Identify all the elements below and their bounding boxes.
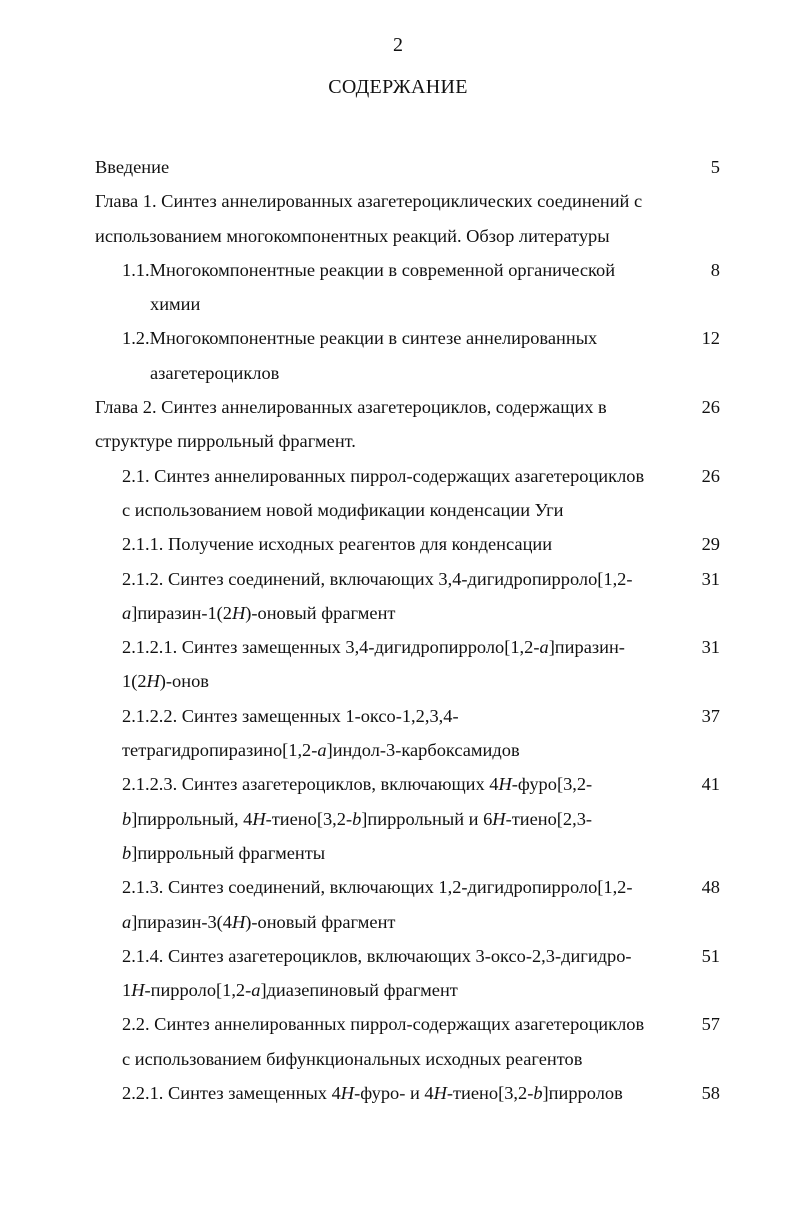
- toc-entry-line: 1.2.Многокомпонентные реакции в синтезе аннелированных: [122, 328, 598, 349]
- toc-entry-line: использованием многокомпонентных реакций. Обзор литературы: [95, 225, 610, 246]
- toc-page-number: 48: [701, 877, 720, 898]
- toc-page-number: 51: [701, 945, 720, 966]
- toc-entry-line: 2.1.2.3. Синтез азагетероциклов, включающих 4H-фуро[3,2-: [122, 774, 593, 795]
- toc-entry-line: 1H-пирроло[1,2-a]диазепиновый фрагмент: [122, 980, 458, 1001]
- toc-entry: [0, 1076, 796, 1110]
- toc-page-number: 5: [710, 157, 720, 177]
- toc-page-number: 41: [701, 774, 720, 795]
- toc-page-number: 31: [701, 637, 720, 658]
- toc-entry-line: 2.1. Синтез аннелированных пиррол-содержащих азагетероциклов: [122, 465, 645, 486]
- toc-entry-line: 2.2. Синтез аннелированных пиррол-содержащих азагетероциклов: [122, 1014, 645, 1035]
- toc-entry: [0, 1007, 796, 1076]
- toc-entry-line: Глава 1. Синтез аннелированных азагетероциклических соединений с: [95, 191, 643, 212]
- toc-entry-line: b]пиррольный, 4H-тиено[3,2-b]пиррольный и 6H-тиено[2,3-: [122, 808, 593, 829]
- toc-entry-line: 2.1.2.2. Синтез замещенных 1-оксо-1,2,3,4-: [122, 705, 459, 726]
- page-title: СОДЕРЖАНИЕ: [328, 76, 468, 98]
- toc-entry-line: с использованием новой модификации конденсации Уги: [122, 499, 564, 520]
- toc-entry-line: тетрагидропиразино[1,2-a]индол-3-карбоксамидов: [122, 740, 520, 761]
- toc-entry: [0, 939, 796, 1008]
- toc-page-number: 29: [701, 534, 720, 555]
- toc-page-number: 12: [701, 328, 720, 349]
- toc-entry-line: Введение: [95, 157, 170, 177]
- toc-entry: [0, 527, 796, 561]
- toc-entry-line: 2.1.4. Синтез азагетероциклов, включающих 3-оксо-2,3-дигидро-: [122, 945, 632, 966]
- toc-entry: [0, 321, 796, 390]
- toc-page-number: 58: [701, 1083, 720, 1104]
- toc-entry-line: химии: [150, 294, 201, 315]
- page-number: 2: [393, 34, 403, 56]
- toc-entry-line: b]пиррольный фрагменты: [122, 842, 326, 863]
- toc-entry: [0, 459, 796, 528]
- toc-entry-line: 2.1.2. Синтез соединений, включающих 3,4-дигидропирроло[1,2-: [122, 568, 633, 589]
- toc-entry-line: структуре пиррольный фрагмент.: [95, 431, 356, 452]
- toc-entry-line: 2.1.2.1. Синтез замещенных 3,4-дигидропирроло[1,2-a]пиразин-: [122, 637, 625, 658]
- toc-entry-line: 2.1.3. Синтез соединений, включающих 1,2-дигидропирроло[1,2-: [122, 877, 633, 898]
- toc-page-number: 57: [701, 1014, 720, 1035]
- toc-entry: [0, 630, 796, 699]
- toc-page-number: 31: [701, 568, 720, 589]
- toc-entry: [0, 150, 796, 184]
- toc-entry-line: 2.1.1. Получение исходных реагентов для конденсации: [122, 534, 553, 555]
- table-of-contents: [0, 150, 796, 1110]
- toc-entry: [0, 767, 796, 870]
- toc-page-number: 26: [701, 397, 720, 418]
- toc-entry: [0, 390, 796, 459]
- toc-entry: [0, 184, 796, 253]
- toc-entry: [0, 870, 796, 939]
- toc-entry-line: a]пиразин-1(2H)-оновый фрагмент: [122, 602, 396, 623]
- toc-entry-line: 2.2.1. Синтез замещенных 4H-фуро- и 4H-тиено[3,2-b]пирролов: [122, 1083, 623, 1104]
- toc-entry-line: 1(2H)-онов: [122, 671, 209, 692]
- toc-entry: [0, 562, 796, 631]
- toc-entry-line: a]пиразин-3(4H)-оновый фрагмент: [122, 911, 396, 932]
- toc-entry-line: с использованием бифункциональных исходных реагентов: [122, 1048, 583, 1069]
- toc-entry: [0, 253, 796, 322]
- toc-entry-line: Глава 2. Синтез аннелированных азагетероциклов, содержащих в: [95, 397, 607, 418]
- toc-entry-line: азагетероциклов: [150, 362, 280, 383]
- toc-page-number: 37: [701, 705, 720, 726]
- toc-entry: [0, 699, 796, 768]
- toc-page-number: 26: [701, 465, 720, 486]
- toc-entry-line: 1.1.Многокомпонентные реакции в современной органической: [122, 259, 616, 280]
- toc-page-number: 8: [710, 259, 720, 280]
